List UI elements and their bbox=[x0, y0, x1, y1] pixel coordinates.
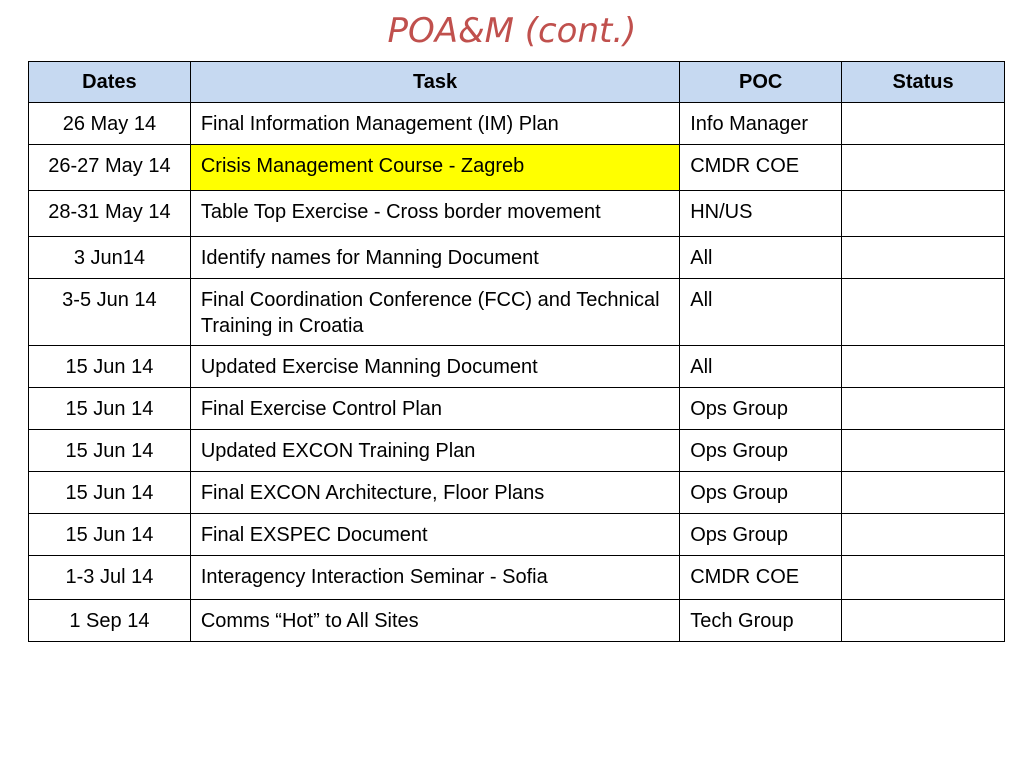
cell-task-highlighted: Crisis Management Course - Zagreb bbox=[190, 145, 679, 191]
cell-status bbox=[842, 514, 1005, 556]
cell-date: 15 Jun 14 bbox=[29, 388, 191, 430]
header-poc: POC bbox=[680, 62, 842, 103]
cell-poc: CMDR COE bbox=[680, 145, 842, 191]
cell-date: 1-3 Jul 14 bbox=[29, 556, 191, 600]
table-row bbox=[29, 346, 1005, 388]
table-row bbox=[29, 430, 1005, 472]
table-row bbox=[29, 600, 1005, 642]
table-row bbox=[29, 514, 1005, 556]
table-row bbox=[29, 279, 1005, 346]
header-dates: Dates bbox=[29, 62, 191, 103]
cell-poc: CMDR COE bbox=[680, 556, 842, 600]
cell-status bbox=[842, 600, 1005, 642]
cell-task: Final Exercise Control Plan bbox=[190, 388, 679, 430]
cell-date: 15 Jun 14 bbox=[29, 472, 191, 514]
cell-poc: Tech Group bbox=[680, 600, 842, 642]
cell-poc: Ops Group bbox=[680, 388, 842, 430]
cell-status bbox=[842, 556, 1005, 600]
cell-task: Final Information Management (IM) Plan bbox=[190, 103, 679, 145]
cell-date: 1 Sep 14 bbox=[29, 600, 191, 642]
table-row bbox=[29, 237, 1005, 279]
cell-poc: HN/US bbox=[680, 191, 842, 237]
cell-status bbox=[842, 237, 1005, 279]
cell-date: 3 Jun14 bbox=[29, 237, 191, 279]
cell-status bbox=[842, 103, 1005, 145]
header-status: Status bbox=[842, 62, 1005, 103]
cell-task: Identify names for Manning Document bbox=[190, 237, 679, 279]
cell-task: Comms “Hot” to All Sites bbox=[190, 600, 679, 642]
cell-task: Final EXSPEC Document bbox=[190, 514, 679, 556]
header-task: Task bbox=[190, 62, 679, 103]
cell-status bbox=[842, 472, 1005, 514]
cell-date: 15 Jun 14 bbox=[29, 346, 191, 388]
cell-task: Updated EXCON Training Plan bbox=[190, 430, 679, 472]
table-row bbox=[29, 103, 1005, 145]
cell-task: Final EXCON Architecture, Floor Plans bbox=[190, 472, 679, 514]
cell-date: 15 Jun 14 bbox=[29, 430, 191, 472]
cell-task: Updated Exercise Manning Document bbox=[190, 346, 679, 388]
table-row bbox=[29, 388, 1005, 430]
cell-date: 28-31 May 14 bbox=[29, 191, 191, 237]
cell-date: 26 May 14 bbox=[29, 103, 191, 145]
cell-poc: All bbox=[680, 346, 842, 388]
table-row bbox=[29, 472, 1005, 514]
cell-date: 3-5 Jun 14 bbox=[29, 279, 191, 346]
cell-status bbox=[842, 191, 1005, 237]
cell-poc: Ops Group bbox=[680, 430, 842, 472]
cell-status bbox=[842, 430, 1005, 472]
cell-task: Interagency Interaction Seminar - Sofia bbox=[190, 556, 679, 600]
cell-date: 15 Jun 14 bbox=[29, 514, 191, 556]
cell-status bbox=[842, 279, 1005, 346]
cell-task: Table Top Exercise - Cross border movement bbox=[190, 191, 679, 237]
cell-date: 26-27 May 14 bbox=[29, 145, 191, 191]
table-header-row bbox=[29, 62, 1005, 103]
cell-status bbox=[842, 346, 1005, 388]
cell-poc: Info Manager bbox=[680, 103, 842, 145]
poam-table bbox=[28, 61, 1005, 642]
cell-poc: Ops Group bbox=[680, 514, 842, 556]
cell-status bbox=[842, 388, 1005, 430]
cell-poc: Ops Group bbox=[680, 472, 842, 514]
page-title: POA&M (cont.) bbox=[387, 11, 637, 51]
cell-poc: All bbox=[680, 237, 842, 279]
cell-task: Final Coordination Conference (FCC) and Technical Training in Croatia bbox=[190, 279, 679, 346]
table-row-highlighted bbox=[29, 145, 1005, 191]
table-row bbox=[29, 556, 1005, 600]
cell-poc: All bbox=[680, 279, 842, 346]
table-row bbox=[29, 191, 1005, 237]
cell-status bbox=[842, 145, 1005, 191]
